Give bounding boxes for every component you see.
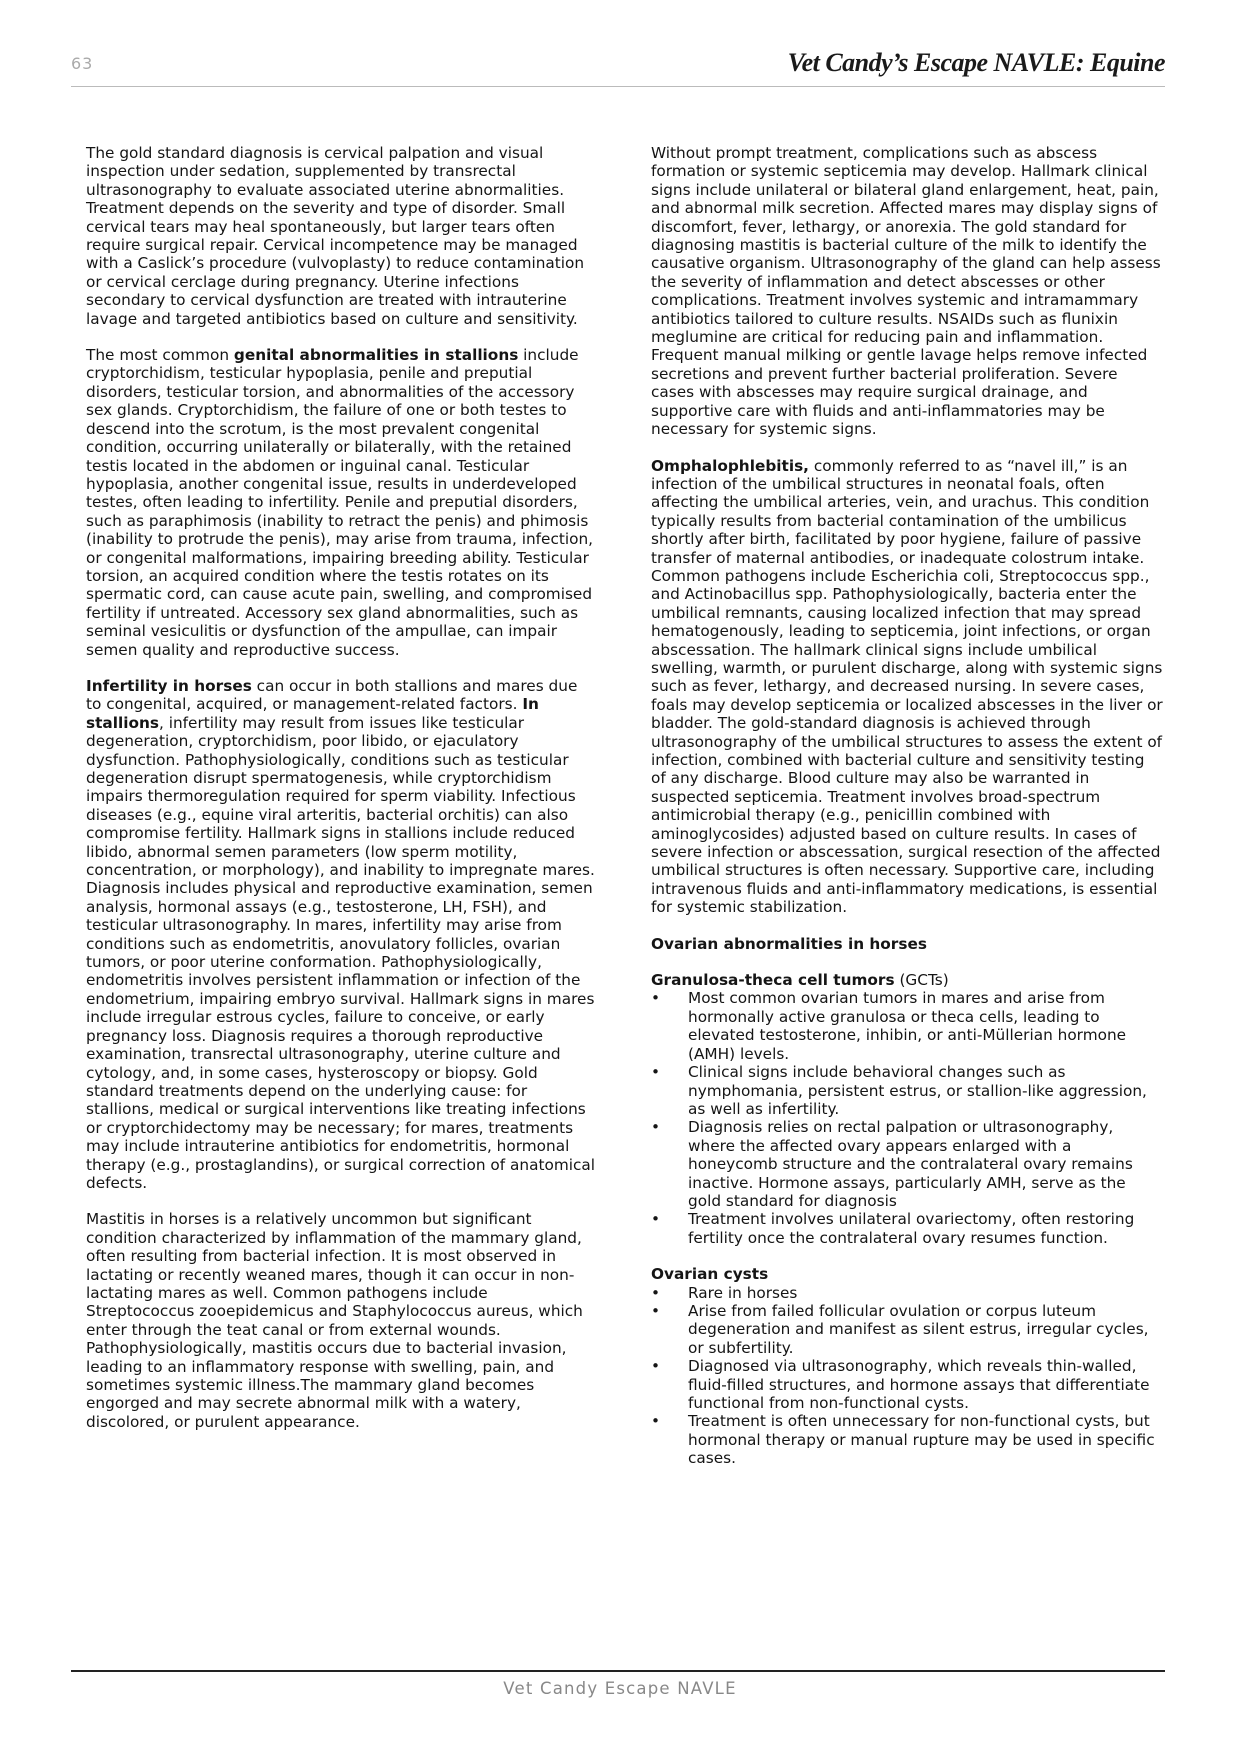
paragraph-mastitis: Mastitis in horses is a relatively uncommon but significant condition characterized by inflammation of the mammary gland, often resulting from bacterial infection. It is most observed in lactating or recently weaned mares, though it can occur in non-lactating mares as well. Common pathogens include Streptococcus zooepidemicus and Staphylococcus aureus, which enter through the teat canal or from external wounds. Pathophysiologically, mastitis occurs due to bacterial invasion, leading to an inflammatory response with swelling, pain, and sometimes systemic illness.The mammary gland becomes engorged and may secrete abnormal milk with a watery, discolored, or purulent appearance. <box>86 1210 583 1431</box>
paragraph-omphalophlebitis <box>651 457 1163 917</box>
list-item: • Treatment involves unilateral ovariectomy, often restoring fertility once the contralateral ovary resumes function. <box>651 1210 1163 1247</box>
running-title: Vet Candy’s Escape NAVLE: Equine <box>787 48 1165 77</box>
term-gct: Granulosa-theca cell tumors <box>651 971 895 990</box>
term-infertility-in-horses: Infertility in horses <box>86 676 252 695</box>
subheading-ovarian-cysts: Ovarian cysts <box>651 1265 769 1284</box>
list-item: • Rare in horses <box>651 1284 1163 1302</box>
cysts-bullet-list <box>651 1284 1163 1468</box>
left-column <box>86 144 596 1449</box>
list-item: • Diagnosis relies on rectal palpation or ultrasonography, where the affected ovary appears enlarged with a honeycomb structure and the contralateral ovary remains inactive. Hormone assays, particularly AMH, serve as the gold standard for diagnosis <box>651 1118 1163 1210</box>
list-item: • Diagnosed via ultrasonography, which reveals thin-walled, fluid-filled structures, and hormone assays that differentiate functional from non-functional cysts. <box>651 1357 1163 1412</box>
gct-bullet-list <box>651 989 1163 1247</box>
section-heading-ovarian: Ovarian abnormalities in horses <box>651 934 927 953</box>
paragraph-body-text: commonly referred to as “navel ill,” is an infection of the umbilical structures in neonatal foals, often affecting the umbilical arteries, vein, and urachus. This condition typically results from bacterial contamination of the umbilicus shortly after birth, facilitated by poor hygiene, failure of passive transfer of maternal antibodies, or inadequate colostrum intake. Common pathogens include Escherichia coli, Streptococcus spp., and Actinobacillus spp. Pathophysiologically, bacteria enter the umbilical remnants, causing localized infection that may spread hematogenously, leading to septicemia, joint infections, or organ abscessation. The hallmark clinical signs include umbilical swelling, warmth, or purulent discharge, along with systemic signs such as fever, lethargy, and decreased nursing. In severe cases, foals may develop septicemia or localized abscesses in the liver or bladder. The gold-standard diagnosis is achieved through ultrasonography of the umbilical structures to assess the extent of infection, combined with bacterial culture and sensitivity testing of any discharge. Blood culture may also be warranted in suspected septicemia. Treatment involves broad-spectrum antimicrobial therapy (e.g., penicillin combined with aminoglycosides) adjusted based on culture results. In cases of severe infection or abscessation, surgical resection of the affected umbilical structures is often necessary. Supportive care, including intravenous fluids and anti-inflammatory medications, is essential for systemic stabilization. <box>651 456 1163 917</box>
paragraph-stallion-genital-abnormalities <box>86 346 596 659</box>
subheading-gct <box>651 971 1163 989</box>
page-number: 63 <box>71 54 94 73</box>
paragraph-cervical-diagnosis: The gold standard diagnosis is cervical palpation and visual inspection under sedation, supplemented by transrectal ultrasonography to evaluate associated uterine abnormalities. Treatment depends on the severity and type of disorder. Small cervical tears may heal spontaneously, but larger tears often require surgical repair. Cervical incompetence may be managed with a Caslick’s procedure (vulvoplasty) to reduce contamination or cervical cerclage during pregnancy. Uterine infections secondary to cervical dysfunction are treated with intrauterine lavage and targeted antibiotics based on culture and sensitivity. <box>86 144 585 328</box>
paragraph-body-text: include cryptorchidism, testicular hypoplasia, penile and preputial disorders, testicular torsion, and abnormalities of the accessory sex glands. Cryptorchidism, the failure of one or both testes to descend into the scrotum, is the most prevalent congenital condition, occurring unilaterally or bilaterally, with the retained testis located in the abdomen or inguinal canal. Testicular hypoplasia, another congenital issue, results in underdeveloped testes, often leading to infertility. Penile and preputial disorders, such as paraphimosis (inability to retract the penis) and phimosis (inability to protrude the penis), may arise from trauma, infection, or congenital malformations, impairing breeding ability. Testicular torsion, an acquired condition where the testis rotates on its spermatic cord, can cause acute pain, swelling, and compromised fertility if untreated. Accessory sex gland abnormalities, such as seminal vesiculitis or dysfunction of the ampullae, can impair semen quality and reproductive success. <box>86 346 594 659</box>
list-item: • Most common ovarian tumors in mares and arise from hormonally active granulosa or theca cells, leading to elevated testosterone, inhibin, or anti-Müllerian hormone (AMH) levels. <box>651 989 1163 1063</box>
paragraph-infertility <box>86 677 596 1192</box>
term-genital-abnormalities: genital abnormalities in stallions <box>233 346 519 365</box>
header-rule <box>71 86 1165 87</box>
footer-text: Vet Candy Escape NAVLE <box>503 1679 737 1698</box>
footer-rule <box>71 1670 1165 1672</box>
term-in-stallions: In stallions <box>86 695 539 732</box>
list-item: • Clinical signs include behavioral changes such as nymphomania, persistent estrus, or stallion-like aggression, as well as infertility. <box>651 1063 1163 1118</box>
paragraph-body-text: , infertility may result from issues like testicular degeneration, cryptorchidism, poor libido, or ejaculatory dysfunction. Pathophysiologically, conditions such as testicular degeneration disrupt spermatogenesis, while cryptorchidism impairs thermoregulation required for sperm viability. Infectious diseases (e.g., equine viral arteritis, bacterial orchitis) can also compromise fertility. Hallmark signs in stallions include reduced libido, abnormal semen parameters (low sperm motility, concentration, or morphology), and inability to impregnate mares. Diagnosis includes physical and reproductive examination, semen analysis, hormonal assays (e.g., testosterone, LH, FSH), and testicular ultrasonography. In mares, infertility may arise from conditions such as endometritis, anovulatory follicles, ovarian tumors, or poor uterine conformation. Pathophysiologically, endometritis involves persistent inflammation or infection of the endometrium, impairing embryo survival. Hallmark signs in mares include irregular estrous cycles, failure to conceive, or early pregnancy loss. Diagnosis requires a thorough reproductive examination, transrectal ultrasonography, uterine culture and cytology, and, in some cases, hysteroscopy or biopsy. Gold standard treatments depend on the underlying cause: for stallions, medical or surgical interventions like treating infections or cryptorchidectomy may be necessary; for mares, treatments may include intrauterine antibiotics for endometritis, hormonal therapy (e.g., prostaglandins), or surgical correction of anatomical defects. <box>86 713 596 1192</box>
subheading-gct-suffix: (GCTs) <box>894 971 949 990</box>
paragraph-body-text: can occur in both stallions and mares due to congenital, acquired, or management-related factors. <box>86 676 578 714</box>
list-item: • Treatment is often unnecessary for non-functional cysts, but hormonal therapy or manual rupture may be used in specific cases. <box>651 1412 1163 1467</box>
right-column <box>651 144 1163 1486</box>
paragraph-lead-text: The most common <box>86 346 234 365</box>
paragraph-mastitis-continued: Without prompt treatment, complications such as abscess formation or systemic septicemia may develop. Hallmark clinical signs include unilateral or bilateral gland enlargement, heat, pain, and abnormal milk secretion. Affected mares may display signs of discomfort, fever, lethargy, or anorexia. The gold standard for diagnosing mastitis is bacterial culture of the milk to identify the causative organism. Ultrasonography of the gland can help assess the severity of inflammation and detect abscesses or other complications. Treatment involves systemic and intramammary antibiotics tailored to culture results. NSAIDs such as flunixin meglumine are critical for reducing pain and inflammation. Frequent manual milking or gentle lavage helps remove infected secretions and prevent further bacterial proliferation. Severe cases with abscesses may require surgical drainage, and supportive care with fluids and anti-inflammatories may be necessary for systemic signs. <box>651 144 1161 439</box>
list-item: • Arise from failed follicular ovulation or corpus luteum degeneration and manifest as silent estrus, irregular cycles, or subfertility. <box>651 1302 1163 1357</box>
term-omphalophlebitis: Omphalophlebitis, <box>651 456 809 475</box>
